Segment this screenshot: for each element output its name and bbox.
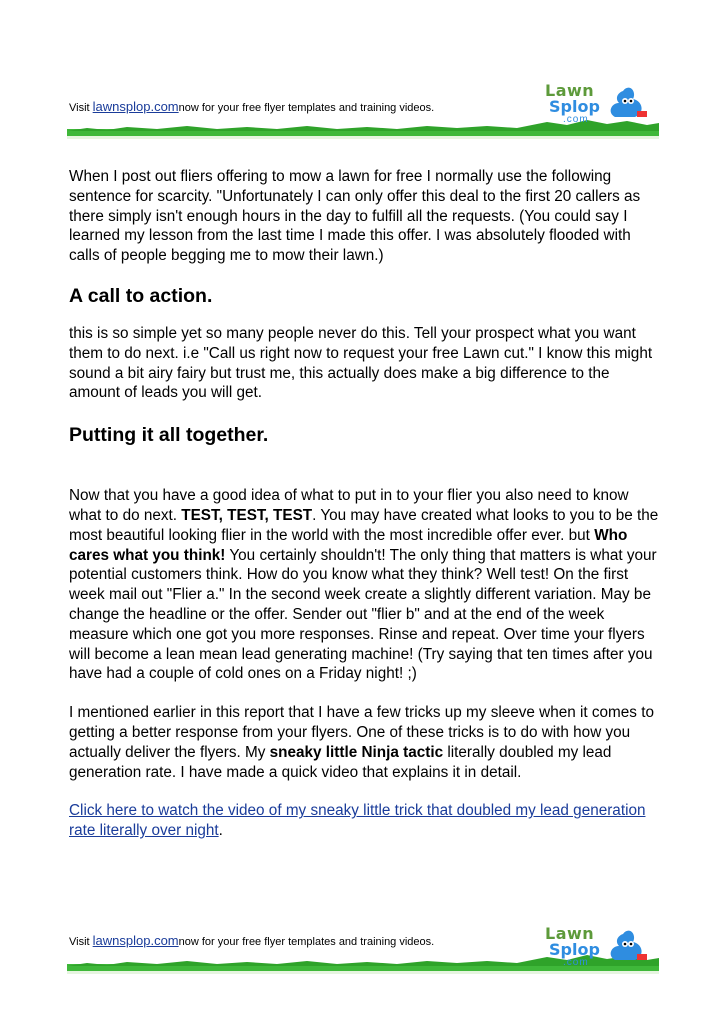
testing-text-2: . You may have created what looks to you to be the most beautiful looking flier in the world with the most incredible offer ever. but bbox=[69, 506, 659, 544]
footer-promo-text bbox=[69, 933, 434, 948]
heading-call-to-action: A call to action. bbox=[69, 284, 213, 307]
logo-word-splop: Splop bbox=[549, 97, 600, 116]
header-banner bbox=[67, 81, 659, 143]
lawnsplop-logo bbox=[543, 81, 661, 133]
tricks-text-1: I mentioned earlier in this report that I have a few tricks up my sleeve when it comes to getting a better response from your flyers. One of these tricks is to do with how you actually deliver the flyers. My bbox=[69, 704, 654, 761]
video-link[interactable]: Click here to watch the video of my sneaky little trick that doubled my lead generation rate literally over night bbox=[69, 802, 646, 840]
footer-visit-label: Visit bbox=[69, 936, 93, 948]
header-site-link[interactable]: lawnsplop.com bbox=[92, 99, 179, 114]
lawnsplop-logo bbox=[543, 924, 661, 976]
header-promo-text bbox=[69, 99, 434, 114]
video-link-paragraph bbox=[69, 801, 661, 841]
article-body bbox=[69, 167, 661, 841]
logo-word-lawn: Lawn bbox=[545, 924, 595, 943]
testing-text-1: Now that you have a good idea of what to put in to your flier you also need to know what to do next. bbox=[69, 487, 629, 524]
header-promo-tail: now for your free flyer templates and training videos. bbox=[178, 102, 435, 114]
tricks-text-2: literally doubled my lead generation rate. I have made a quick video that explains it in detail. bbox=[69, 743, 612, 781]
testing-bold-1: TEST, TEST, TEST bbox=[181, 506, 313, 524]
footer-promo-tail: now for your free flyer templates and training videos. bbox=[178, 936, 435, 948]
scarcity-paragraph: When I post out fliers offering to mow a lawn for free I normally use the following sentence for scarcity. "Unfortunately I can only offer this deal to the first 20 callers as there simply isn't enough hours in the day to fulfill all the requests. (You could say I learned my lesson from the last time I made this offer. I was absolutely flooded with calls of people begging me to mow their lawn.) bbox=[69, 168, 641, 265]
testing-text-3: You certainly shouldn't! The only thing that matters is what your potential customers think. How do you know what they think? Well test! On the first week mail out "Flier a." In the second week create a slightly different variation. May be change the headline or the offer. Sender out "flier b" and at the end of the week measure which one got you more responses. Rinse and repeat. Over time your flyers will become a lean mean lead generating machine! (Try saying that ten times after you have had a couple of cold ones on a Friday night! ;) bbox=[69, 546, 657, 683]
footer-site-link[interactable]: lawnsplop.com bbox=[92, 933, 179, 948]
logo-word-lawn: Lawn bbox=[545, 81, 595, 100]
call-to-action-paragraph: this is so simple yet so many people never do this. Tell your prospect what you want them to do next. i.e "Call us right now to request your free Lawn cut." I know this might sound a bit airy fairy but trust me, this actually does make a big difference to the amount of leads you will get. bbox=[69, 324, 653, 402]
mascot-icon bbox=[603, 928, 649, 966]
video-link-tail: . bbox=[218, 822, 223, 840]
heading-putting-together: Putting it all together. bbox=[69, 424, 269, 447]
testing-paragraph bbox=[69, 486, 661, 684]
tricks-paragraph bbox=[69, 703, 661, 782]
logo-dotcom: .com bbox=[563, 114, 589, 125]
testing-bold-2: Who cares what you think! bbox=[69, 526, 628, 564]
logo-word-splop: Splop bbox=[549, 940, 600, 959]
header-visit-label: Visit bbox=[69, 102, 93, 114]
tricks-bold-1: sneaky little Ninja tactic bbox=[269, 743, 444, 761]
footer-banner bbox=[67, 924, 659, 986]
mascot-icon bbox=[603, 85, 649, 123]
logo-dotcom: .com bbox=[563, 957, 589, 968]
